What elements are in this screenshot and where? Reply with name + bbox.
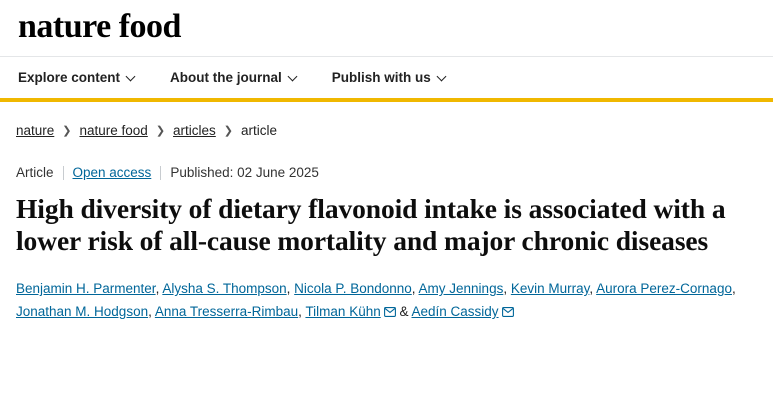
- author-separator: ,: [503, 281, 511, 296]
- article-meta: [16, 165, 757, 180]
- author-link[interactable]: Tilman Kühn: [305, 304, 381, 319]
- author-separator: ,: [298, 304, 306, 319]
- author-separator: ,: [148, 304, 155, 319]
- breadcrumb-item-nature[interactable]: nature: [16, 123, 55, 138]
- author-link[interactable]: Benjamin H. Parmenter: [16, 281, 156, 296]
- author-link[interactable]: Kevin Murray: [510, 281, 590, 296]
- publication-date: Published: 02 June 2025: [170, 165, 319, 180]
- breadcrumb-separator: ❯: [155, 125, 166, 137]
- breadcrumb: [16, 102, 757, 138]
- envelope-icon[interactable]: [502, 307, 514, 317]
- nav-item-label: Publish with us: [331, 70, 431, 85]
- nav-item-publish-with-us[interactable]: [332, 70, 447, 85]
- author-link[interactable]: Anna Tresserra-Rimbau: [154, 304, 299, 319]
- nav-item-label: About the journal: [170, 70, 282, 85]
- author-link[interactable]: Jonathan M. Hodgson: [16, 304, 149, 319]
- meta-divider: [63, 166, 64, 180]
- breadcrumb-separator: ❯: [62, 125, 72, 137]
- masthead: [0, 0, 773, 57]
- meta-divider: [160, 166, 161, 180]
- open-access-link[interactable]: Open access: [72, 165, 152, 180]
- breadcrumb-item-articles[interactable]: articles: [173, 123, 216, 138]
- breadcrumb-separator: ❯: [223, 125, 234, 137]
- page-content: [0, 102, 773, 323]
- author-conjunction: &: [395, 304, 412, 319]
- author-separator: ,: [286, 281, 295, 296]
- author-link[interactable]: Aedín Cassidy: [411, 304, 499, 319]
- author-link[interactable]: Aurora Perez-Cornago: [596, 281, 732, 296]
- nav-item-label: Explore content: [18, 70, 121, 85]
- page-title: High diversity of dietary flavonoid intake is associated with a lower risk of all-cause mortality and major chronic diseases: [16, 193, 726, 256]
- breadcrumb-item-nature-food[interactable]: nature food: [79, 123, 148, 138]
- envelope-icon[interactable]: [384, 307, 396, 317]
- breadcrumb-item-article: article: [241, 123, 278, 138]
- primary-navigation: [0, 57, 773, 102]
- nav-item-explore-content[interactable]: [18, 70, 136, 85]
- chevron-down-icon: [438, 73, 447, 82]
- author-link[interactable]: Alysha S. Thompson: [162, 281, 287, 296]
- author-separator: ,: [411, 281, 419, 296]
- chevron-down-icon: [289, 73, 298, 82]
- article-type: Article: [16, 165, 54, 180]
- author-separator: ,: [589, 281, 597, 296]
- author-list: [16, 277, 754, 323]
- author-link[interactable]: Nicola P. Bondonno: [294, 281, 412, 296]
- author-link[interactable]: Amy Jennings: [418, 281, 504, 296]
- author-separator: ,: [155, 281, 163, 296]
- author-separator: ,: [731, 281, 736, 296]
- chevron-down-icon: [127, 73, 136, 82]
- journal-logo[interactable]: nature food: [18, 8, 181, 45]
- nav-item-about-the-journal[interactable]: [170, 70, 298, 85]
